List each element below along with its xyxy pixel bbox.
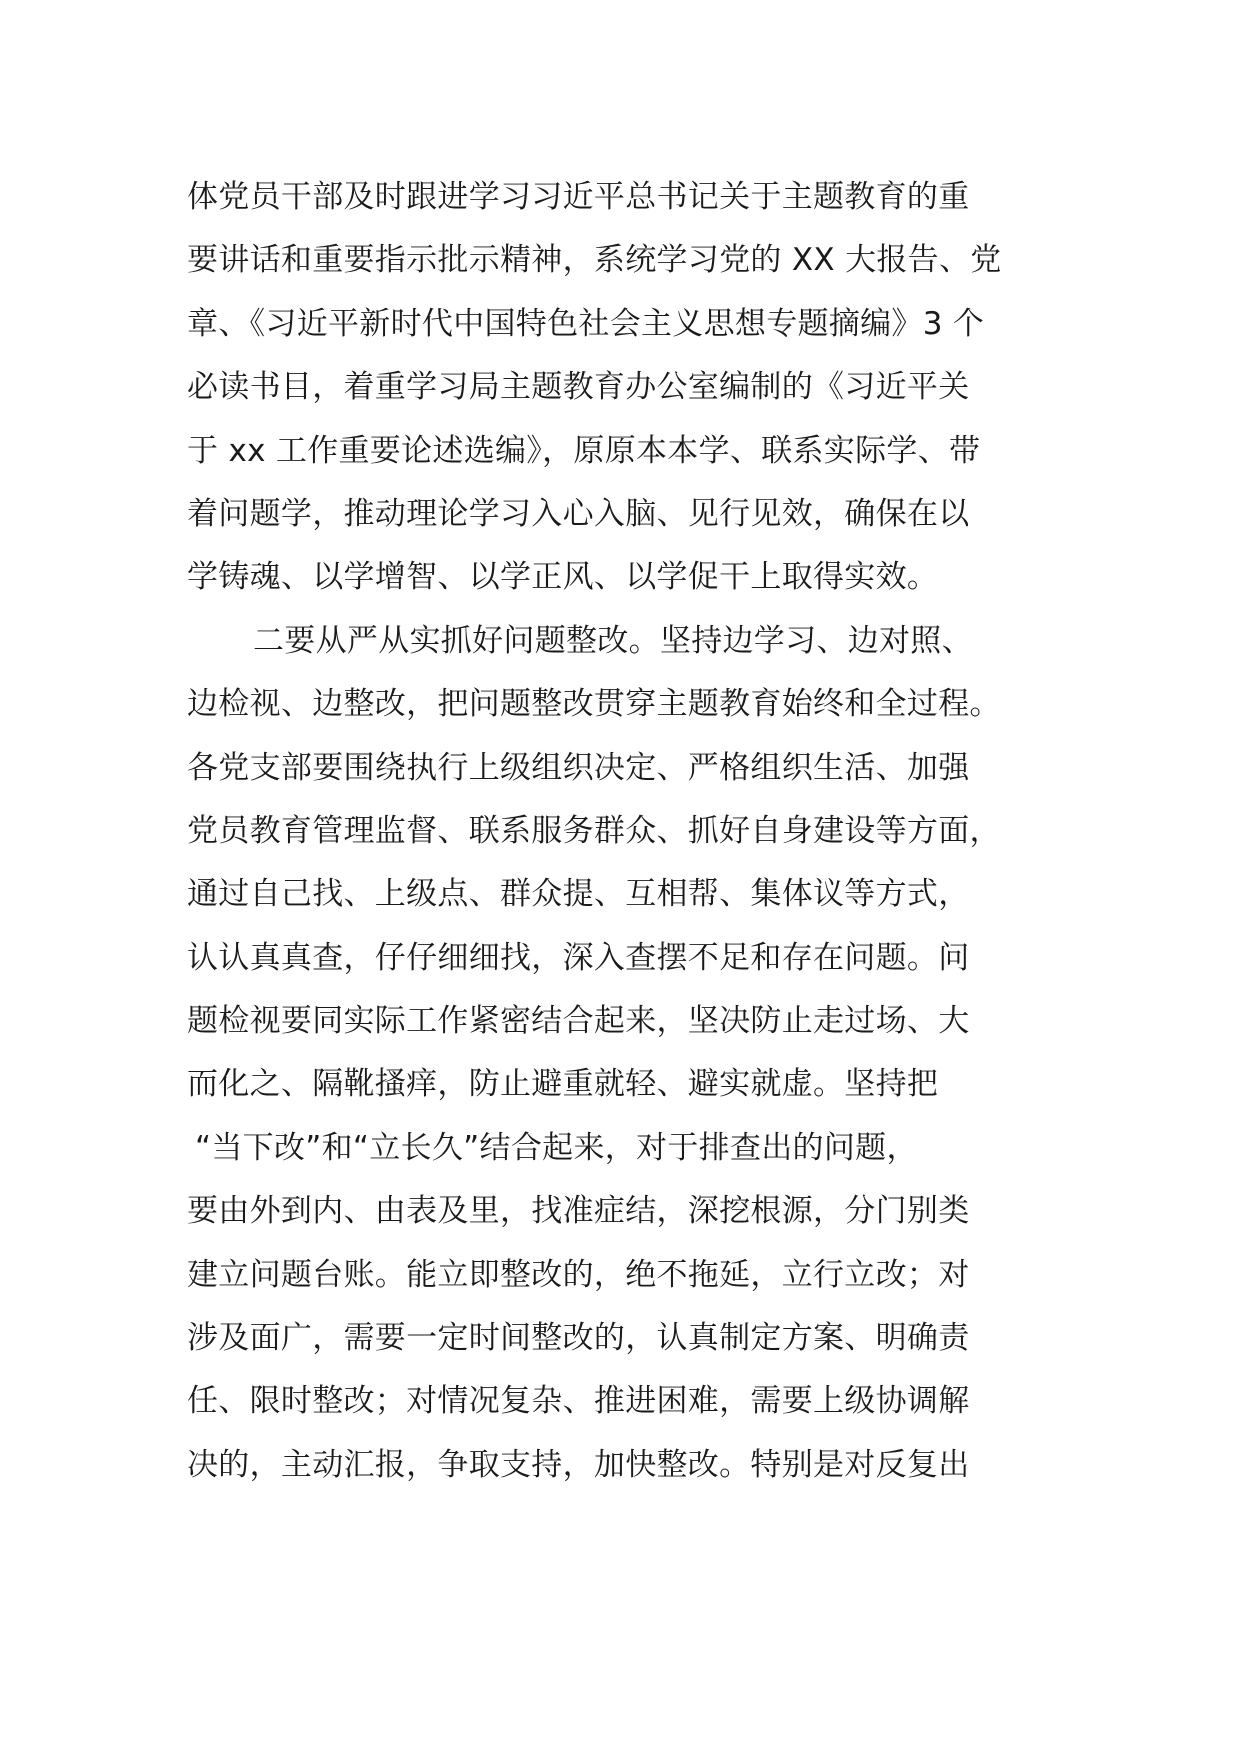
text-line: 而化之、隔靴搔痒，防止避重就轻、避实就虚。坚持把 — [187, 1066, 939, 1103]
text-line: 章、《习近平新时代中国特色社会主义思想专题摘编》3 个 — [187, 305, 985, 342]
text-line: 涉及面广，需要一定时间整改的，认真制定方案、明确责 — [187, 1320, 970, 1357]
body-text — [187, 166, 1067, 1497]
text-line: 任、限时整改；对情况复杂、推进困难，需要上级协调解 — [187, 1383, 970, 1420]
text-line: “当下改”和“立长久”结合起来，对于排查出的问题， — [195, 1129, 918, 1166]
paragraph-start-line: 二要从严从实抓好问题整改。坚持边学习、边对照、 — [253, 622, 973, 659]
text-line: 边检视、边整改，把问题整改贯穿主题教育始终和全过程。 — [187, 686, 1001, 723]
text-line: 通过自己找、上级点、群众提、互相帮、集体议等方式， — [187, 876, 970, 913]
text-line: 体党员干部及时跟进学习习近平总书记关于主题教育的重 — [187, 179, 970, 215]
text-line: 必读书目，着重学习局主题教育办公室编制的《习近平关 — [187, 369, 970, 406]
text-line: 各党支部要围绕执行上级组织决定、严格组织生活、加强 — [187, 749, 970, 786]
text-line: 党员教育管理监督、联系服务群众、抓好自身建设等方面， — [187, 812, 1001, 849]
text-line: 决的，主动汇报，争取支持，加快整改。特别是对反复出 — [187, 1446, 970, 1483]
text-line: 题检视要同实际工作紧密结合起来，坚决防止走过场、大 — [187, 1003, 970, 1040]
text-line: 学铸魂、以学增智、以学正风、以学促干上取得实效。 — [187, 559, 939, 596]
text-line: 建立问题台账。能立即整改的，绝不拖延，立行立改；对 — [187, 1256, 970, 1293]
text-line: 要讲话和重要指示批示精神，系统学习党的 XX 大报告、党 — [187, 242, 1002, 279]
text-line: 着问题学，推动理论学习入心入脑、见行见效，确保在以 — [187, 495, 970, 532]
text-line: 于 xx 工作重要论述选编》，原原本本学、联系实际学、带 — [187, 432, 981, 469]
text-line: 要由外到内、由表及里，找准症结，深挖根源，分门别类 — [187, 1193, 970, 1230]
text-line: 认认真真查，仔仔细细找，深入查摆不足和存在问题。问 — [187, 939, 970, 976]
